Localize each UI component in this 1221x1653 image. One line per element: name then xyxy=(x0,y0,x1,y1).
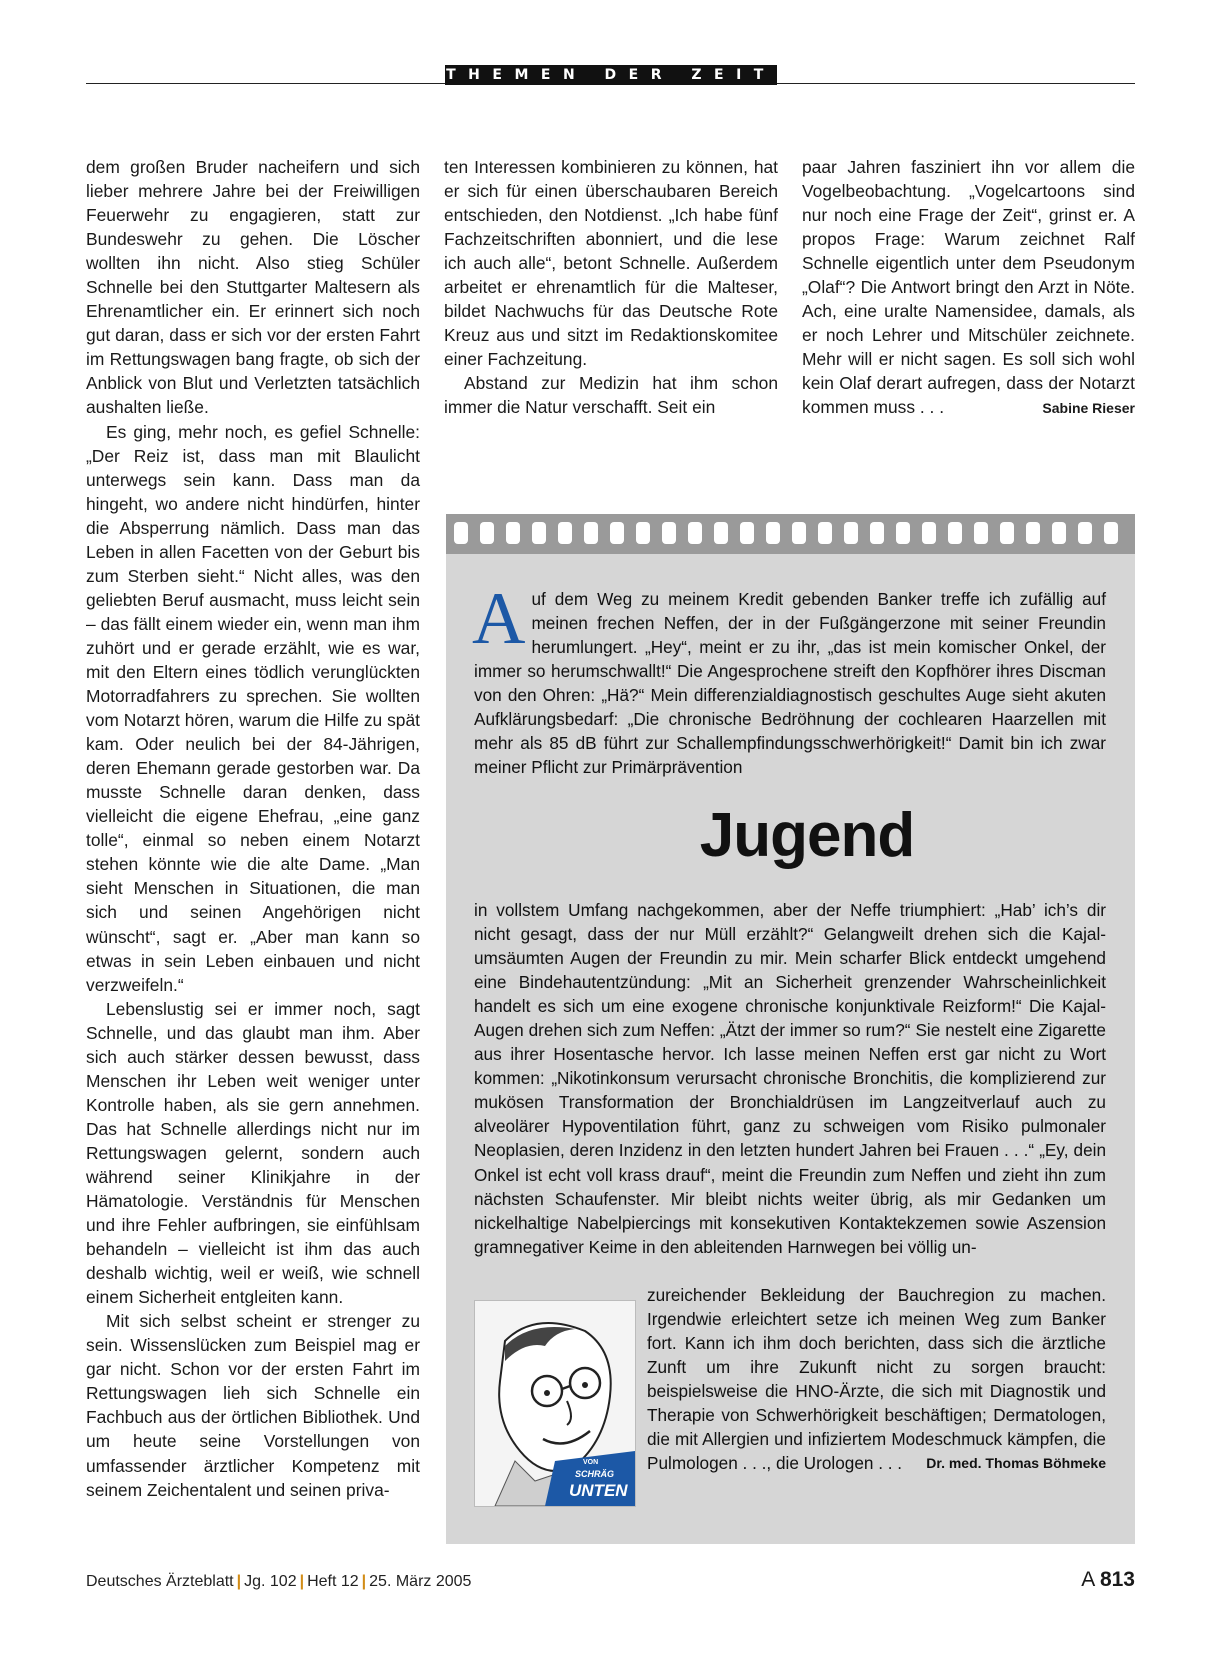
paragraph-text: zureichender Bekleidung der Bauchregion zu machen. Irgendwie erleichtert setze ich meinen Weg zum Banker fort. Kann ich ihm doch berichten, dass sich die ärztliche Zunft um ihre Zukunft nicht zu sorgen braucht: beispielsweise die HNO-Ärzte, die sich mit Diagnostik und Therapie von Schwerhörigkeit beschäftigen; Dermatologen, die mit Allergien und infiziertem Modeschmuck kämpfen, die Pulmologen . . ., die Urologen . . . xyxy=(647,1285,1106,1474)
journal-name: Deutsches Ärzteblatt xyxy=(86,1573,234,1590)
date: 25. März 2005 xyxy=(369,1573,472,1590)
column-body xyxy=(474,898,1106,1259)
paragraph xyxy=(647,1283,1106,1475)
portrait-label-top: VON xyxy=(583,1459,599,1466)
page-number-value: 813 xyxy=(1099,1568,1135,1591)
paragraph: ten Interessen kombinieren zu können, hat er sich für einen überschaubaren Bereich entschieden, den Notdienst. „Ich habe fünf Fachzeitschriften abonniert, und die lese ich auch alle“, betont Schnelle. Außerdem arbeitet er ehrenamtlich für die Malteser, bildet Nachwuchs für das Deutsche Rote Kreuz aus und sitzt im Redaktionskomitee einer Fachzeitung. xyxy=(444,157,778,370)
drop-cap: A xyxy=(472,578,526,660)
article-column-1 xyxy=(86,155,420,1502)
paragraph: paar Jahren fasziniert ihn vor allem die Vogelbeobachtung. „Vogelcartoons sind nur noch eine Frage der Zeit“, grinst er. A propos Frage: Warum zeichnet Ralf Schnelle eigentlich unter dem Pseudonym „Olaf“? Die Antwort bringt den Arzt in Nöte. Ach, eine uralte Namensidee, damals, als er noch Lehrer und Mitschüler zeichnete. Mehr will er nicht sagen. Es soll sich wohl kein Olaf derart aufregen, dass der Notarzt kommen muss . . . xyxy=(802,157,1135,418)
paragraph: uf dem Weg zu meinem Kredit gebenden Banker treffe ich zufällig auf meinen frechen Neffen, der in der Fußgängerzone mit seiner Freundin herumlungert. „Hey“, meint er zu ihr, „das ist mein komischer Onkel, der immer so herumschwallt!“ Die Angesprochene streift den Kopfhörer ihres Discman von den Ohren: „Hä?“ Mein differenzialdiagnostisch geschultes Auge sieht akuten Aufklärungsbedarf: „Die chronische Bedröhnung der cochlearen Haarzellen mit mehr als 85 dB führt zur Schallempfindungsschwerhörigkeit!“ Damit bin ich zwar meiner Pflicht zur Primärprävention xyxy=(474,589,1106,778)
article-column-2 xyxy=(444,155,778,420)
column-body-continued xyxy=(647,1283,1106,1475)
paragraph: Mit sich selbst scheint er strenger zu sein. Wissenslücken zum Beispiel mag er gar nicht. Schon vor der ersten Fahrt im Rettungswagen lieh sich Schnelle ein Fachbuch aus der örtlichen Bibliothek. Und um heute seine Vorstellungen von umfassender ärztlicher Kompetenz mit seinem Zeichentalent und seinen priva- xyxy=(86,1311,420,1500)
paragraph: Abstand zur Medizin hat ihm schon immer die Natur verschafft. Seit ein xyxy=(444,373,778,418)
separator: | xyxy=(236,1573,242,1590)
paragraph: Es ging, mehr noch, es gefiel Schnelle: „Der Reiz ist, dass man mit Blaulicht unterwegs sein kann. Dass man da hingeht, wo andere nicht hindürfen, hinter die Absperrung nämlich. Dass man das Leben in allen Facetten von der Geburt bis zum Sterben sieht.“ Nicht alles, was den geliebten Beruf ausmacht, muss leicht sein – das fällt einem wieder ein, wenn man ihm zuhört und er gerade erzählt, wie es war, mit den Eltern eines tödlich verunglückten Motorradfahrers zu sprechen. Sie wollten vom Notarzt hören, warum die Hilfe zu spät kam. Oder neulich bei der 84-Jährigen, deren Ehemann gerade gestorben war. Da musste Schnelle daran denken, dass vielleicht die eigene Ehefrau, „eine ganz tolle“, einmal so neben einem Notarzt stehen könnte wie die alte Dame. „Man sieht Menschen in Situationen, die man sich und seinen Angehörigen nicht wünscht“, sagt er. „Aber man kann so etwas in sein Leben einbauen und nicht verzweifeln.“ xyxy=(86,421,420,995)
author-portrait xyxy=(474,1300,636,1507)
filmstrip-decoration xyxy=(446,508,1135,554)
column-title: Jugend xyxy=(699,801,915,870)
paragraph: in vollstem Umfang nachgekommen, aber der Neffe triumphiert: „Hab’ ich’s dir nicht gesagt, dass der nur Müll erzählt?“ Gelangweilt drehen sich die Kajal-umsäumten Augen der Freundin zu mir. Mein scharfer Blick entdeckt umgehend eine Bindehautentzündung: „Mit an Sicherheit grenzender Wahrscheinlichkeit handelt es sich um eine exogene chronische konjunktivale Reizform!“ Die Kajal-Augen drehen sich zum Neffen: „Ätzt der immer so rum?“ Sie nestelt eine Zigarette aus ihrer Hosentasche hervor. Ich lasse meinen Neffen erst gar nicht zu Wort kommen: „Nikotinkonsum verursacht chronische Bronchitis, die komplizierend zur mukösen Transformation der Bronchialdrüsen im Langzeitverlauf auch zu alveolärer Hypoventilation führt, ganz zu schweigen vom Risiko pulmonaler Neoplasien, deren Inzidenz in den letzten hundert Jahren bei Frauen . . .“ „Ey, dein Onkel ist echt voll krass drauf“, meint die Freundin zum Neffen und zieht ihn zum nächsten Schaufenster. Mir bleibt nichts weiter übrig, als mir Gedanken um nickelhaltige Nabelpiercings mit konsekutiven Kontaktekzemen sowie Aszension gramnegativer Keime in den ableitenden Harnwegen bei völlig un- xyxy=(474,900,1106,1257)
separator: | xyxy=(299,1573,305,1590)
paragraph: Lebenslustig sei er immer noch, sagt Schnelle, und das glaubt man ihm. Aber sich auch stärker dessen bewusst, dass Menschen ihr Leben weit weniger unter Kontrolle haben, als sie gern annehmen. Das hat Schnelle allerdings nicht nur im Rettungswagen gelernt, sondern auch während seiner Klinikjahre in der Hämatologie. Verständnis für Menschen und ihre Fehler aufbringen, sie einfühlsam behandeln – vielleicht ist ihm das auch deshalb wichtig, weil er weiß, wie schnell einem Sicherheit entgleiten kann. xyxy=(86,998,420,1308)
volume: Jg. 102 xyxy=(244,1573,297,1590)
separator: | xyxy=(361,1573,367,1590)
portrait-label-bottom: UNTEN xyxy=(569,1481,628,1500)
portrait-label-mid: SCHRÄG xyxy=(575,1469,615,1479)
paragraph: dem großen Bruder nacheifern und sich lieber mehrere Jahre bei der Freiwilligen Feuerwehr zu engagieren, statt zur Bundeswehr zu gehen. Die Löscher wollten ihn nicht. Also stieg Schüler Schnelle bei den Stuttgarter Maltesern als Ehrenamtlicher ein. Er erinnert sich noch gut daran, dass er sich vor der ersten Fahrt im Rettungswagen bang fragte, ob sich der Anblick von Blut und Verletzten tatsächlich aushalten ließe. xyxy=(86,157,420,418)
article-author: Sabine Rieser xyxy=(1042,399,1135,416)
section-header: THEMEN DER ZEIT xyxy=(446,67,776,83)
article-column-3 xyxy=(802,155,1135,420)
column-author: Dr. med. Thomas Böhmeke xyxy=(926,1455,1106,1472)
issue: Heft 12 xyxy=(307,1573,359,1590)
page-number xyxy=(1081,1568,1135,1592)
page-prefix: A xyxy=(1081,1568,1095,1591)
footer-citation xyxy=(86,1573,471,1591)
column-intro xyxy=(472,578,1106,779)
